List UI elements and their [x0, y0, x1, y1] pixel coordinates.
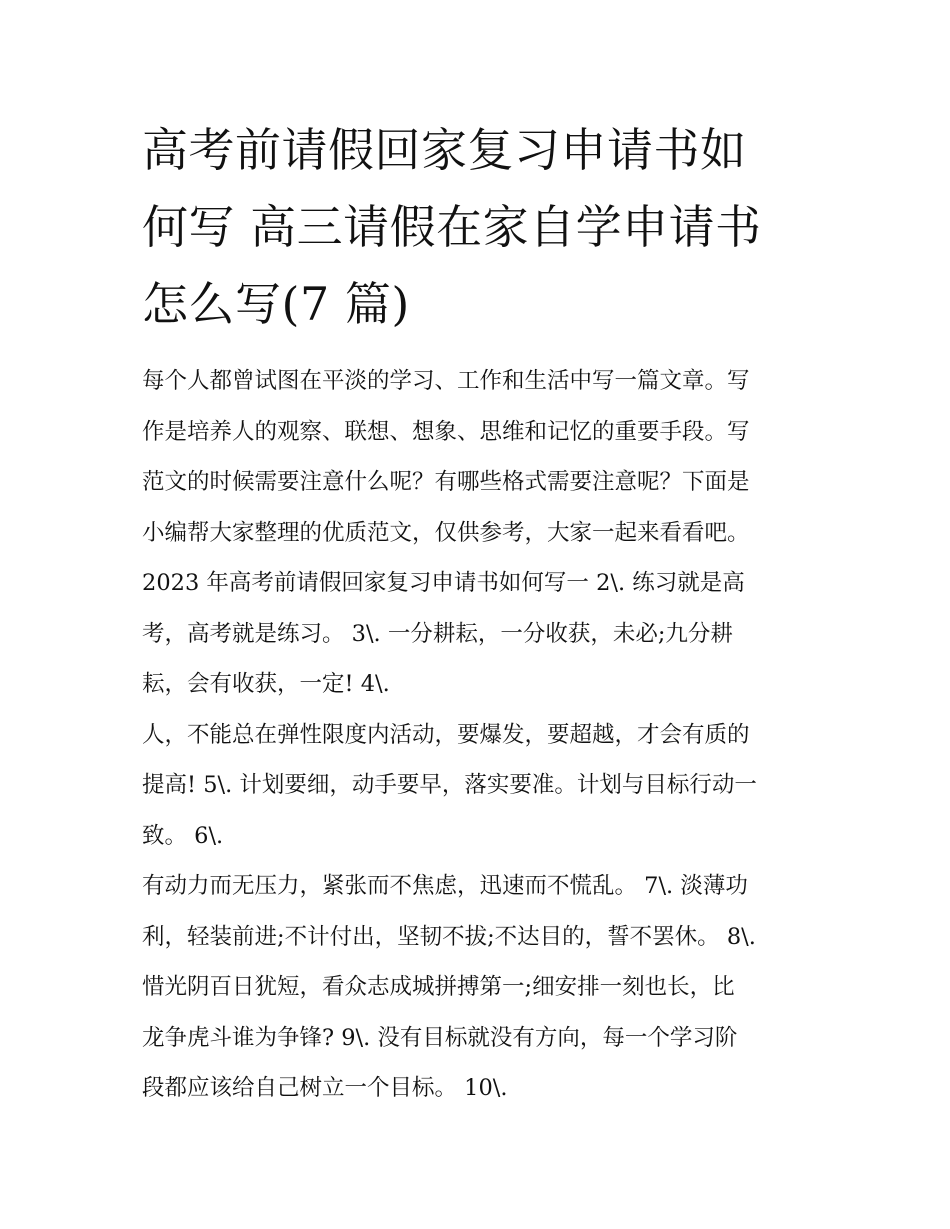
- body-line: 段都应该给自己树立一个目标。 10\.: [142, 1075, 508, 1101]
- body-line: 范文的时候需要注意什么呢？有哪些格式需要注意呢？下面是: [142, 469, 750, 495]
- title-line: 高考前请假回家复习申请书如: [142, 123, 747, 177]
- body-line: 每个人都曾试图在平淡的学习、工作和生活中写一篇文章。写: [142, 368, 750, 394]
- body-line: 提高! 5\. 计划要细，动手要早，落实要准。计划与目标行动一: [142, 772, 757, 798]
- document-title: [142, 112, 822, 343]
- body-line: 龙争虎斗谁为争锋? 9\. 没有目标就没有方向，每一个学习阶: [142, 1024, 738, 1051]
- body-line: 小编帮大家整理的优质范文，仅供参考，大家一起来看看吧。: [142, 519, 750, 546]
- body-line: 作是培养人的观察、联想、想象、思维和记忆的重要手段。写: [142, 418, 750, 445]
- body-line: 惜光阴百日犹短，看众志成城拼搏第一;细安排一刻也长，比: [142, 974, 735, 1000]
- body-line: 利，轻装前进;不计付出，坚韧不拔;不达目的，誓不罢休。 8\.: [142, 923, 756, 950]
- body-line: 人，不能总在弹性限度内活动，要爆发，要超越，才会有质的: [142, 721, 750, 748]
- body-line: 2023 年高考前请假回家复习申请书如何写一 2\. 练习就是高: [142, 570, 745, 596]
- title-line: 怎么写(7 篇): [142, 277, 410, 331]
- title-line: 何写 高三请假在家自学申请书: [142, 200, 762, 254]
- body-line: 考，高考就是练习。 3\. 一分耕耘，一分收获，未必;九分耕: [142, 620, 733, 647]
- body-line: 致。 6\.: [142, 822, 224, 849]
- body-line: 耘，会有收获，一定! 4\.: [142, 671, 390, 697]
- document-body: [142, 356, 822, 1114]
- body-line: 有动力而无压力，紧张而不焦虑，迅速而不慌乱。 7\. 淡薄功: [142, 873, 748, 899]
